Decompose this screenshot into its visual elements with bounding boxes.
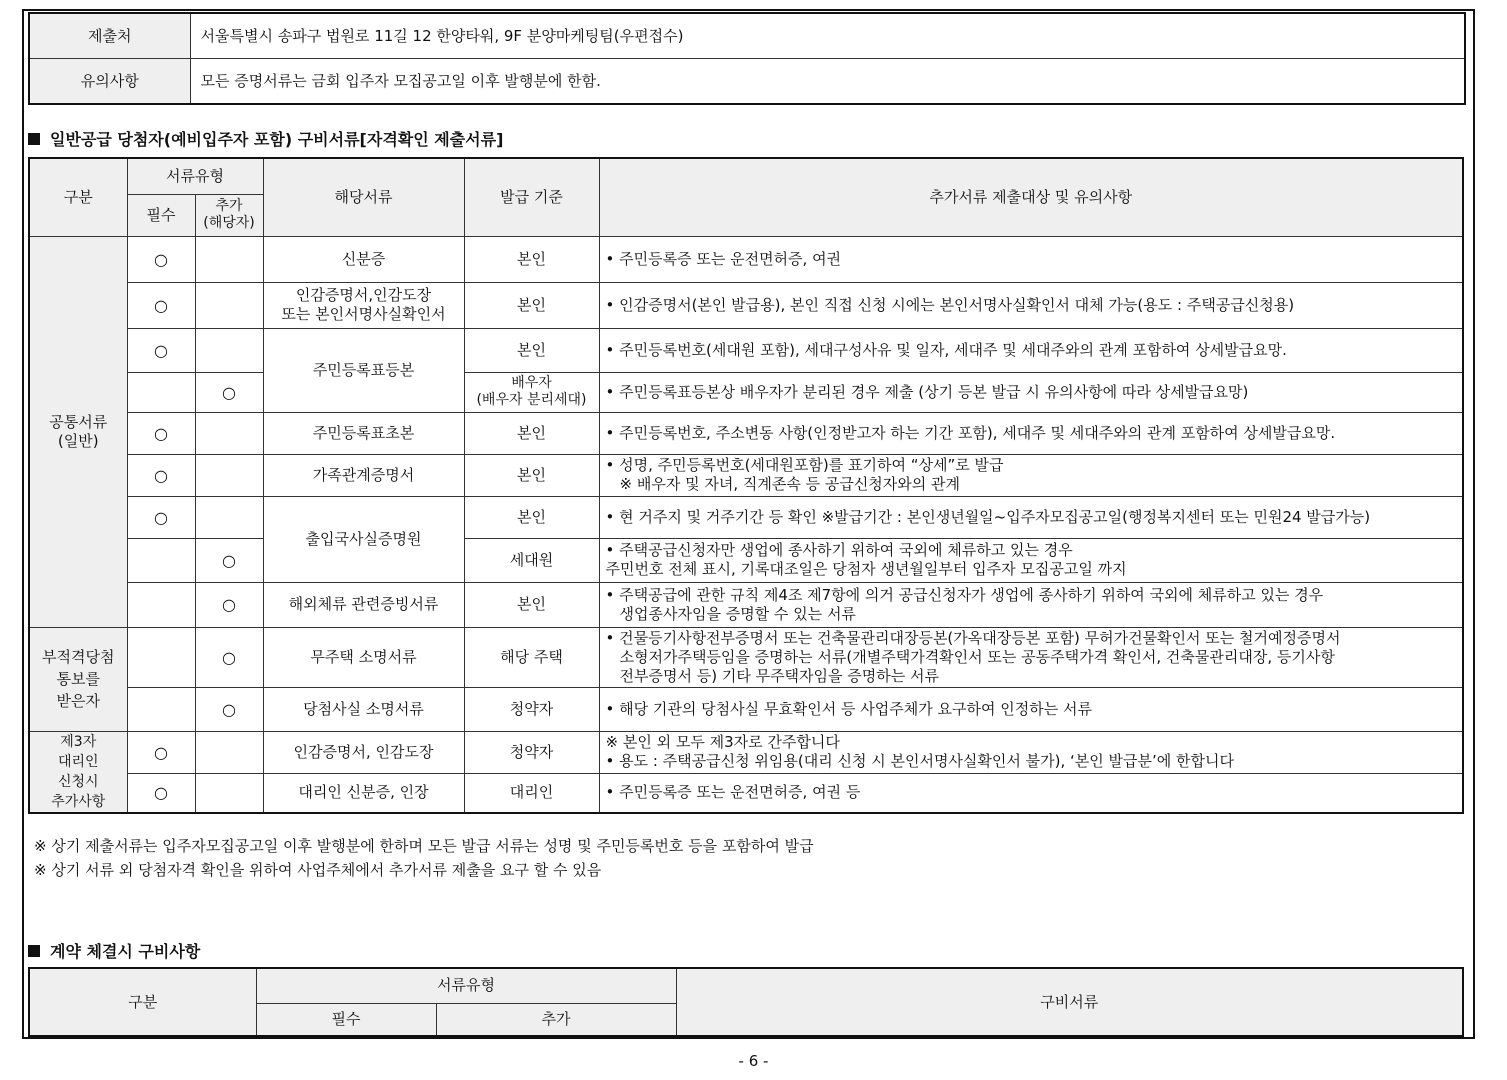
note — [599, 454, 1463, 496]
note-line: • 용도 : 주택공급신청 위임용(대리 신청 시 본인서명사실확인서 불가), ‘본인 발급분’에 한합니다 — [605, 752, 1234, 771]
additional-circle: ○ — [195, 582, 263, 627]
issue-basis: 본인 — [464, 282, 599, 328]
table-row — [29, 59, 1465, 105]
table-row — [29, 687, 1463, 731]
note-line: 소형저가주택등임을 증명하는 서류(개별주택가격확인서 또는 공동주택가격 확인서, 건축물관리대장, 등기사항 — [619, 647, 1335, 666]
submission-value: 서울특별시 송파구 법원로 11길 12 한양타워, 9F 분양마케팅팀(우편접수) — [190, 13, 1465, 59]
additional-empty — [195, 282, 263, 328]
group-label: 신청시 — [57, 773, 99, 790]
submission-table — [28, 12, 1466, 105]
additional-circle: ○ — [195, 627, 263, 687]
additional-circle: ○ — [195, 372, 263, 412]
header-additional-label: 추가 — [215, 198, 243, 214]
footnote: ※ 상기 제출서류는 입주자모집공고일 이후 발행분에 한하며 모든 발급 서류는 성명 및 주민등록번호 등을 포함하여 발급 — [34, 837, 814, 855]
group-sublabel: (일반) — [57, 431, 99, 450]
header-doc-type: 서류유형 — [256, 968, 676, 1003]
note — [599, 538, 1463, 582]
note-line: ※ 본인 외 모두 제3자로 간주합니다 — [605, 733, 840, 752]
note — [599, 627, 1463, 687]
section-heading-general-supply — [28, 127, 503, 150]
required-circle: ○ — [127, 282, 195, 328]
header-additional: 추가 — [436, 1003, 676, 1036]
required-circle: ○ — [127, 412, 195, 454]
note-line: • 성명, 주민등록번호(세대원포함)를 표기하여 “상세”로 발급 — [605, 456, 1004, 474]
issue-basis: 본인 — [464, 328, 599, 372]
caution-value: 모든 증명서류는 금회 입주자 모집공고일 이후 발행분에 한함. — [190, 59, 1465, 105]
issue-basis: 본인 — [464, 412, 599, 454]
note: • 주민등록번호(세대원 포함), 세대구성사유 및 일자, 세대주 및 세대주와의 관계 포함하여 상세발급요망. — [599, 328, 1463, 372]
issue-basis: 본인 — [464, 496, 599, 538]
note: • 주민등록증 또는 운전면허증, 여권 — [599, 236, 1463, 282]
group-label: 제3자 — [60, 733, 97, 750]
general-supply-documents-table — [28, 157, 1464, 814]
additional-empty — [195, 236, 263, 282]
basis-line: (배우자 분리세대) — [476, 392, 587, 408]
additional-circle: ○ — [195, 538, 263, 582]
caution-label: 유의사항 — [29, 59, 190, 105]
document-name: 인감증명서, 인감도장 — [263, 731, 464, 774]
document-name: 가족관계증명서 — [263, 454, 464, 496]
note — [599, 582, 1463, 627]
additional-empty — [195, 328, 263, 372]
header-additional-sub: (해당자) — [203, 215, 255, 231]
table-row — [29, 372, 1463, 412]
table-row — [29, 627, 1463, 687]
document-name: 주민등록표등본 — [263, 328, 464, 412]
document-name: 대리인 신분증, 인장 — [263, 774, 464, 813]
required-circle: ○ — [127, 454, 195, 496]
issue-basis: 대리인 — [464, 774, 599, 813]
table-row — [29, 454, 1463, 496]
table-row — [29, 328, 1463, 372]
header-additional — [195, 194, 263, 236]
document-name: 무주택 소명서류 — [263, 627, 464, 687]
section-heading-contract — [28, 939, 200, 962]
additional-empty — [195, 496, 263, 538]
note-line: 주민번호 전체 표시, 기록대조일은 당첨자 생년월일부터 입주자 모집공고일 까지 — [605, 560, 1127, 578]
note: • 해당 기관의 당첨사실 무효확인서 등 사업주체가 요구하여 인정하는 서류 — [599, 687, 1463, 731]
header-required: 필수 — [256, 1003, 436, 1036]
note: • 주민등록증 또는 운전면허증, 여권 등 — [599, 774, 1463, 813]
note-line: • 건물등기사항전부증명서 또는 건축물관리대장등본(가옥대장등본 포함) 무허가건물확인서 또는 철거예정증명서 — [605, 628, 1341, 647]
table-row — [29, 412, 1463, 454]
additional-empty — [195, 731, 263, 774]
issue-basis: 본인 — [464, 454, 599, 496]
required-empty — [127, 687, 195, 731]
group-label: 대리인 — [57, 753, 99, 770]
submission-label: 제출처 — [29, 13, 190, 59]
header-notes: 추가서류 제출대상 및 유의사항 — [599, 158, 1463, 236]
footnotes — [34, 834, 814, 882]
required-empty — [127, 372, 195, 412]
table-row — [29, 774, 1463, 813]
group-label: 추가사항 — [51, 793, 106, 810]
header-document: 해당서류 — [263, 158, 464, 236]
issue-basis: 해당 주택 — [464, 627, 599, 687]
note-line: 전부증명서 등) 기타 무주택자임을 증명하는 서류 — [619, 666, 939, 685]
table-row — [29, 282, 1463, 328]
required-empty — [127, 627, 195, 687]
page-number: - 6 - — [738, 1052, 769, 1070]
document-name — [263, 282, 464, 328]
document-name: 신분증 — [263, 236, 464, 282]
table-header-row — [29, 158, 1463, 194]
header-required: 필수 — [127, 194, 195, 236]
table-row — [29, 731, 1463, 774]
note-line: • 주택공급에 관한 규칙 제4조 제7항에 의거 공급신청자가 생업에 종사하기 위하여 국외에 체류하고 있는 경우 — [605, 585, 1324, 604]
section-title: 일반공급 당첨자(예비입주자 포함) 구비서류[자격확인 제출서류] — [50, 130, 504, 149]
issue-basis: 청약자 — [464, 687, 599, 731]
footnote: ※ 상기 서류 외 당첨자격 확인을 위하여 사업주체에서 추가서류 제출을 요구 할 수 있음 — [34, 861, 602, 879]
header-documents: 구비서류 — [676, 968, 1463, 1036]
required-circle: ○ — [127, 774, 195, 813]
header-doc-type: 서류유형 — [127, 158, 263, 194]
issue-basis: 청약자 — [464, 731, 599, 774]
group-label: 부적격당첨 — [42, 648, 115, 666]
additional-empty — [195, 412, 263, 454]
note-line: • 주택공급신청자만 생업에 종사하기 위하여 국외에 체류하고 있는 경우 — [605, 541, 1073, 559]
table-header-row — [29, 968, 1463, 1003]
table-row — [29, 582, 1463, 627]
note: • 주민등록표등본상 배우자가 분리된 경우 제출 (상기 등본 발급 시 유의사항에 따라 상세발급요망) — [599, 372, 1463, 412]
contract-table — [28, 967, 1464, 1037]
required-circle: ○ — [127, 328, 195, 372]
basis-line: 배우자 — [511, 375, 552, 391]
issue-basis — [464, 372, 599, 412]
header-issue-basis: 발급 기준 — [464, 158, 599, 236]
section-title: 계약 체결시 구비사항 — [50, 942, 201, 961]
group-ineligible — [29, 627, 127, 731]
required-empty — [127, 582, 195, 627]
square-bullet-icon — [28, 133, 40, 145]
document-name: 당첨사실 소명서류 — [263, 687, 464, 731]
document-line: 또는 본인서명사실확인서 — [281, 305, 446, 323]
table-row — [29, 538, 1463, 582]
group-proxy — [29, 731, 127, 813]
header-category: 구분 — [29, 158, 127, 236]
group-common — [29, 236, 127, 627]
table-row — [29, 236, 1463, 282]
square-bullet-icon — [28, 945, 40, 957]
additional-empty — [195, 454, 263, 496]
note-line: 생업종사자임을 증명할 수 있는 서류 — [619, 604, 856, 623]
note: • 주민등록번호, 주소변동 사항(인정받고자 하는 기간 포함), 세대주 및 세대주와의 관계 포함하여 상세발급요망. — [599, 412, 1463, 454]
note: • 인감증명서(본인 발급용), 본인 직접 신청 시에는 본인서명사실확인서 대체 가능(용도 : 주택공급신청용) — [599, 282, 1463, 328]
issue-basis: 본인 — [464, 236, 599, 282]
required-empty — [127, 538, 195, 582]
document-line: 인감증명서,인감도장 — [295, 286, 432, 304]
document-name: 출입국사실증명원 — [263, 496, 464, 582]
note-line: ※ 배우자 및 자녀, 직계존속 등 공급신청자와의 관계 — [619, 475, 961, 493]
document-name: 해외체류 관련증빙서류 — [263, 582, 464, 627]
group-label: 통보를 — [56, 670, 100, 688]
group-label: 받은자 — [56, 692, 100, 710]
header-category: 구분 — [29, 968, 256, 1036]
issue-basis: 본인 — [464, 582, 599, 627]
required-circle: ○ — [127, 236, 195, 282]
additional-empty — [195, 774, 263, 813]
additional-circle: ○ — [195, 687, 263, 731]
note: • 현 거주지 및 거주기간 등 확인 ※발급기간 : 본인생년월일~입주자모집공고일(행정복지센터 또는 민원24 발급가능) — [599, 496, 1463, 538]
note — [599, 731, 1463, 774]
table-row — [29, 13, 1465, 59]
required-circle: ○ — [127, 731, 195, 774]
document-name: 주민등록표초본 — [263, 412, 464, 454]
required-circle: ○ — [127, 496, 195, 538]
group-label: 공통서류 — [49, 412, 108, 431]
table-row — [29, 496, 1463, 538]
issue-basis: 세대원 — [464, 538, 599, 582]
